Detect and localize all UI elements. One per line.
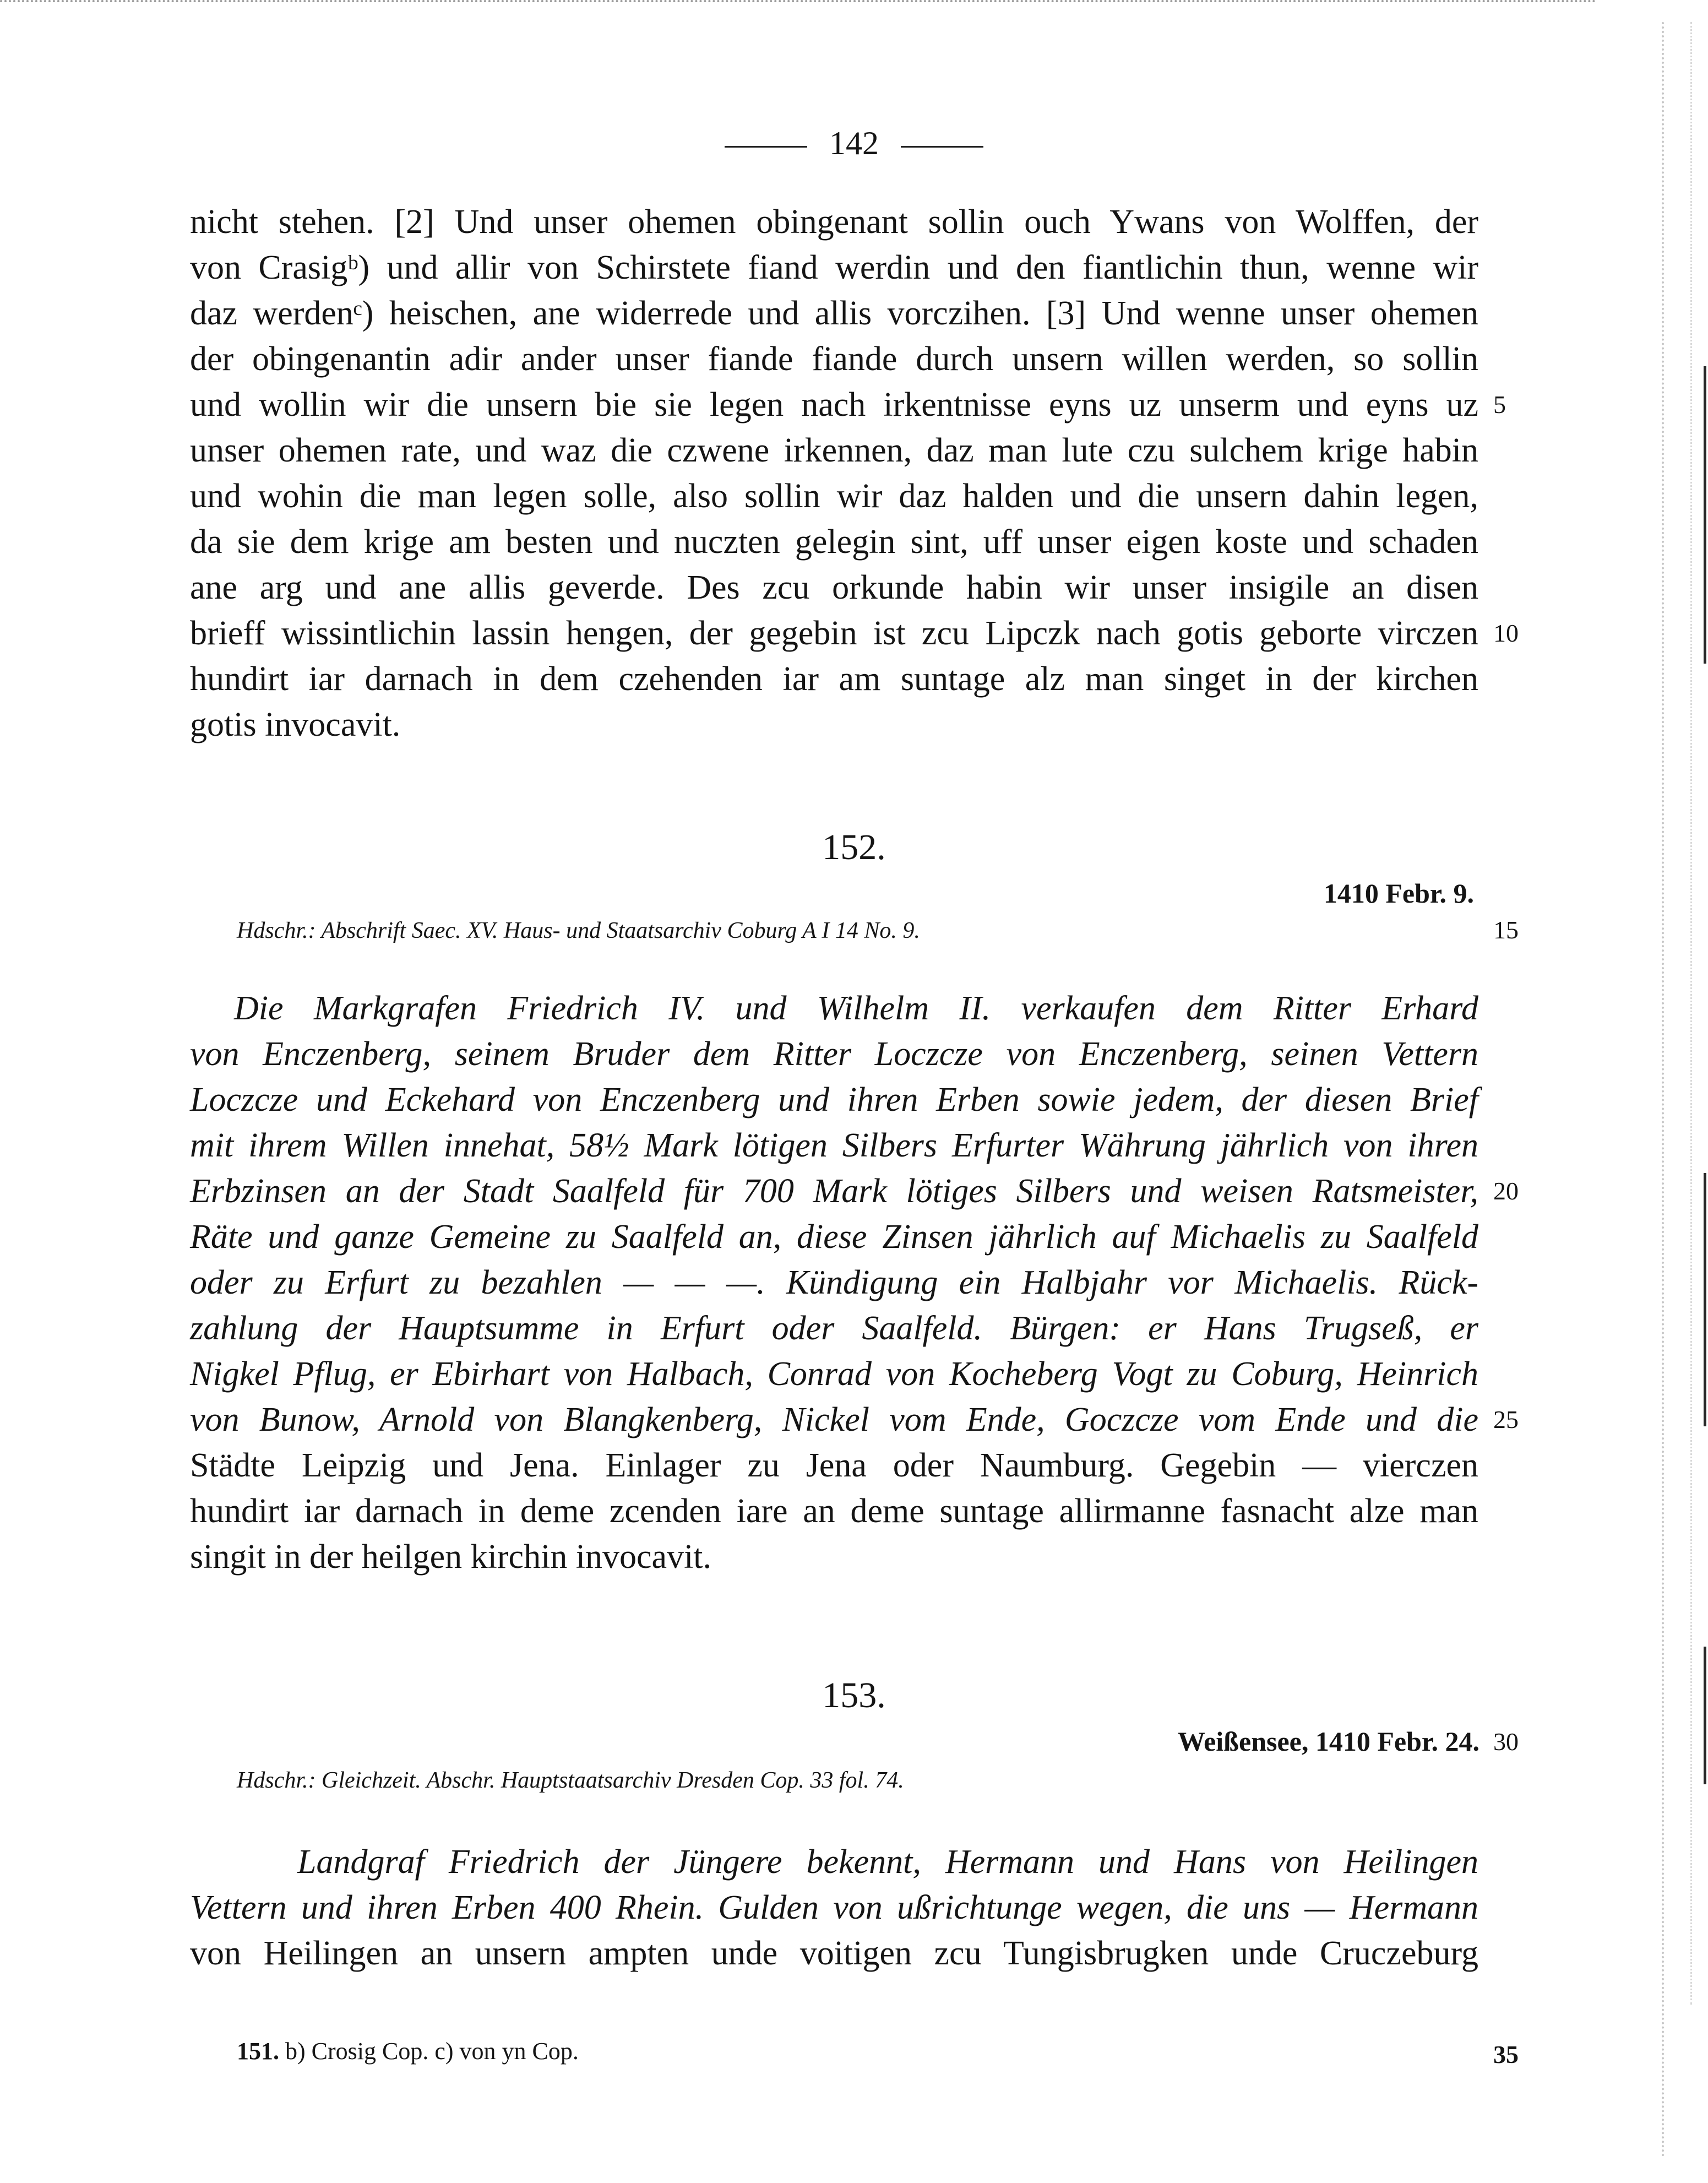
footnote-text: b) Crosig Cop. c) von yn Cop. <box>285 2038 579 2065</box>
header-dash-left <box>725 146 807 148</box>
text-line: unser ohemen rate, und waz die czwene irkennen, daz man lute czu sulchem krige habin <box>190 432 1478 469</box>
text-line: ane arg und ane allis geverde. Des zcu orkunde habin wir unser insigile an disen <box>190 569 1478 606</box>
document-date: Weißensee, 1410 Febr. 24. <box>1177 1726 1479 1757</box>
text-line: Die Markgrafen Friedrich IV. und Wilhelm II. verkaufen dem Ritter Erhard <box>234 990 1478 1027</box>
line-number: 35 <box>1493 2040 1519 2068</box>
text-line: Städte Leipzig und Jena. Einlager zu Jena oder Naumburg. Gegebin — vierczen <box>190 1447 1478 1484</box>
margin-rule <box>1704 366 1706 664</box>
text-line: von Heilingen an unsern ampten unde voitigen zcu Tungisbrugken unde Cruczeburg <box>190 1935 1478 1972</box>
text-line: Räte und ganze Gemeine zu Saalfeld an, diese Zinsen jährlich auf Michaelis zu Saalfeld <box>190 1218 1478 1256</box>
text-line: von Bunow, Arnold von Blangkenberg, Nickel vom Ende, Goczcze vom Ende und die <box>190 1401 1478 1438</box>
text-line: Landgraf Friedrich der Jüngere bekennt, Hermann und Hans von Heilingen <box>297 1843 1478 1881</box>
header-dash-right <box>901 146 983 148</box>
text-line: singit in der heilgen kirchin invocavit. <box>190 1538 712 1576</box>
line-number: 5 <box>1493 390 1506 419</box>
text-line: von Crasigᵇ) und allir von Schirstete fiand werdin und den fiantlichin thun, wenne wir <box>190 249 1478 286</box>
text-line: Nigkel Pflug, er Ebirhart von Halbach, Conrad von Kocheberg Vogt zu Coburg, Heinrich <box>190 1355 1478 1393</box>
text-line: Loczcze und Eckehard von Enczenberg und ihren Erben sowie jedem, der diesen Brief <box>190 1081 1478 1118</box>
text-line: der obingenantin adir ander unser fiande fiande durch unsern willen werden, so sollin <box>190 340 1478 378</box>
line-number: 20 <box>1493 1177 1519 1205</box>
text-line: und wollin wir die unsern bie sie legen nach irkentnisse eyns uz unserm und eyns uz <box>190 386 1478 423</box>
line-number: 10 <box>1493 619 1519 647</box>
text-line: hundirt iar darnach in dem czehenden iar am suntage alz man singet in der kirchen <box>190 660 1478 698</box>
manuscript-source: Hdschr.: Abschrift Saec. XV. Haus- und Staatsarchiv Coburg A I 14 No. 9. <box>237 918 920 943</box>
text-line: hundirt iar darnach in deme zcenden iare an deme suntage allirmanne fasnacht alze man <box>190 1492 1478 1530</box>
text-line: Erbzinsen an der Stadt Saalfeld für 700 Mark lötiges Silbers und weisen Ratsmeister, <box>190 1172 1478 1210</box>
text-line: brieff wissintlichin lassin hengen, der gegebin ist zcu Lipczk nach gotis geborte virczen <box>190 615 1478 652</box>
text-line: von Enczenberg, seinem Bruder dem Ritter Loczcze von Enczenberg, seinen Vettern <box>190 1035 1478 1073</box>
text-line: nicht stehen. [2] Und unser ohemen obingenant sollin ouch Ywans von Wolffen, der <box>190 203 1478 241</box>
margin-rule <box>1704 1173 1706 1426</box>
document-date: 1410 Febr. 9. <box>1323 878 1474 909</box>
document-number: 153. <box>822 1675 886 1715</box>
text-line: daz werdenᶜ) heischen, ane widerrede und allis vorczihen. [3] Und wenne unser ohemen <box>190 295 1478 332</box>
text-line: und wohin die man legen solle, also sollin wir daz halden und die unsern dahin legen, <box>190 477 1478 515</box>
scan-edge-right <box>1662 22 1664 2159</box>
footnote-ref: 151. <box>237 2038 279 2065</box>
text-line: oder zu Erfurt zu bezahlen — — —. Kündigung ein Halbjahr vor Michaelis. Rück- <box>190 1264 1478 1301</box>
line-number: 25 <box>1493 1405 1519 1433</box>
document-number: 152. <box>822 827 886 867</box>
line-number: 30 <box>1493 1728 1519 1756</box>
text-line: mit ihrem Willen innehat, 58½ Mark lötigen Silbers Erfurter Währung jährlich von ihren <box>190 1127 1478 1164</box>
text-line: zahlung der Hauptsumme in Erfurt oder Saalfeld. Bürgen: er Hans Trugseß, er <box>190 1310 1478 1347</box>
page-header <box>0 121 1708 165</box>
text-line: gotis invocavit. <box>190 706 401 743</box>
manuscript-source: Hdschr.: Gleichzeit. Abschr. Hauptstaatsarchiv Dresden Cop. 33 fol. 74. <box>237 1768 904 1793</box>
page-number: 142 <box>829 125 879 161</box>
text-line: da sie dem krige am besten und nuczten gelegin sint, uff unser eigen koste und schaden <box>190 523 1478 561</box>
line-number: 15 <box>1493 916 1519 944</box>
footnote <box>237 2032 579 2071</box>
text-line: Vettern und ihren Erben 400 Rhein. Gulden von ußrichtunge wegen, die uns — Hermann <box>190 1889 1478 1926</box>
scan-edge-top <box>0 0 1597 2</box>
